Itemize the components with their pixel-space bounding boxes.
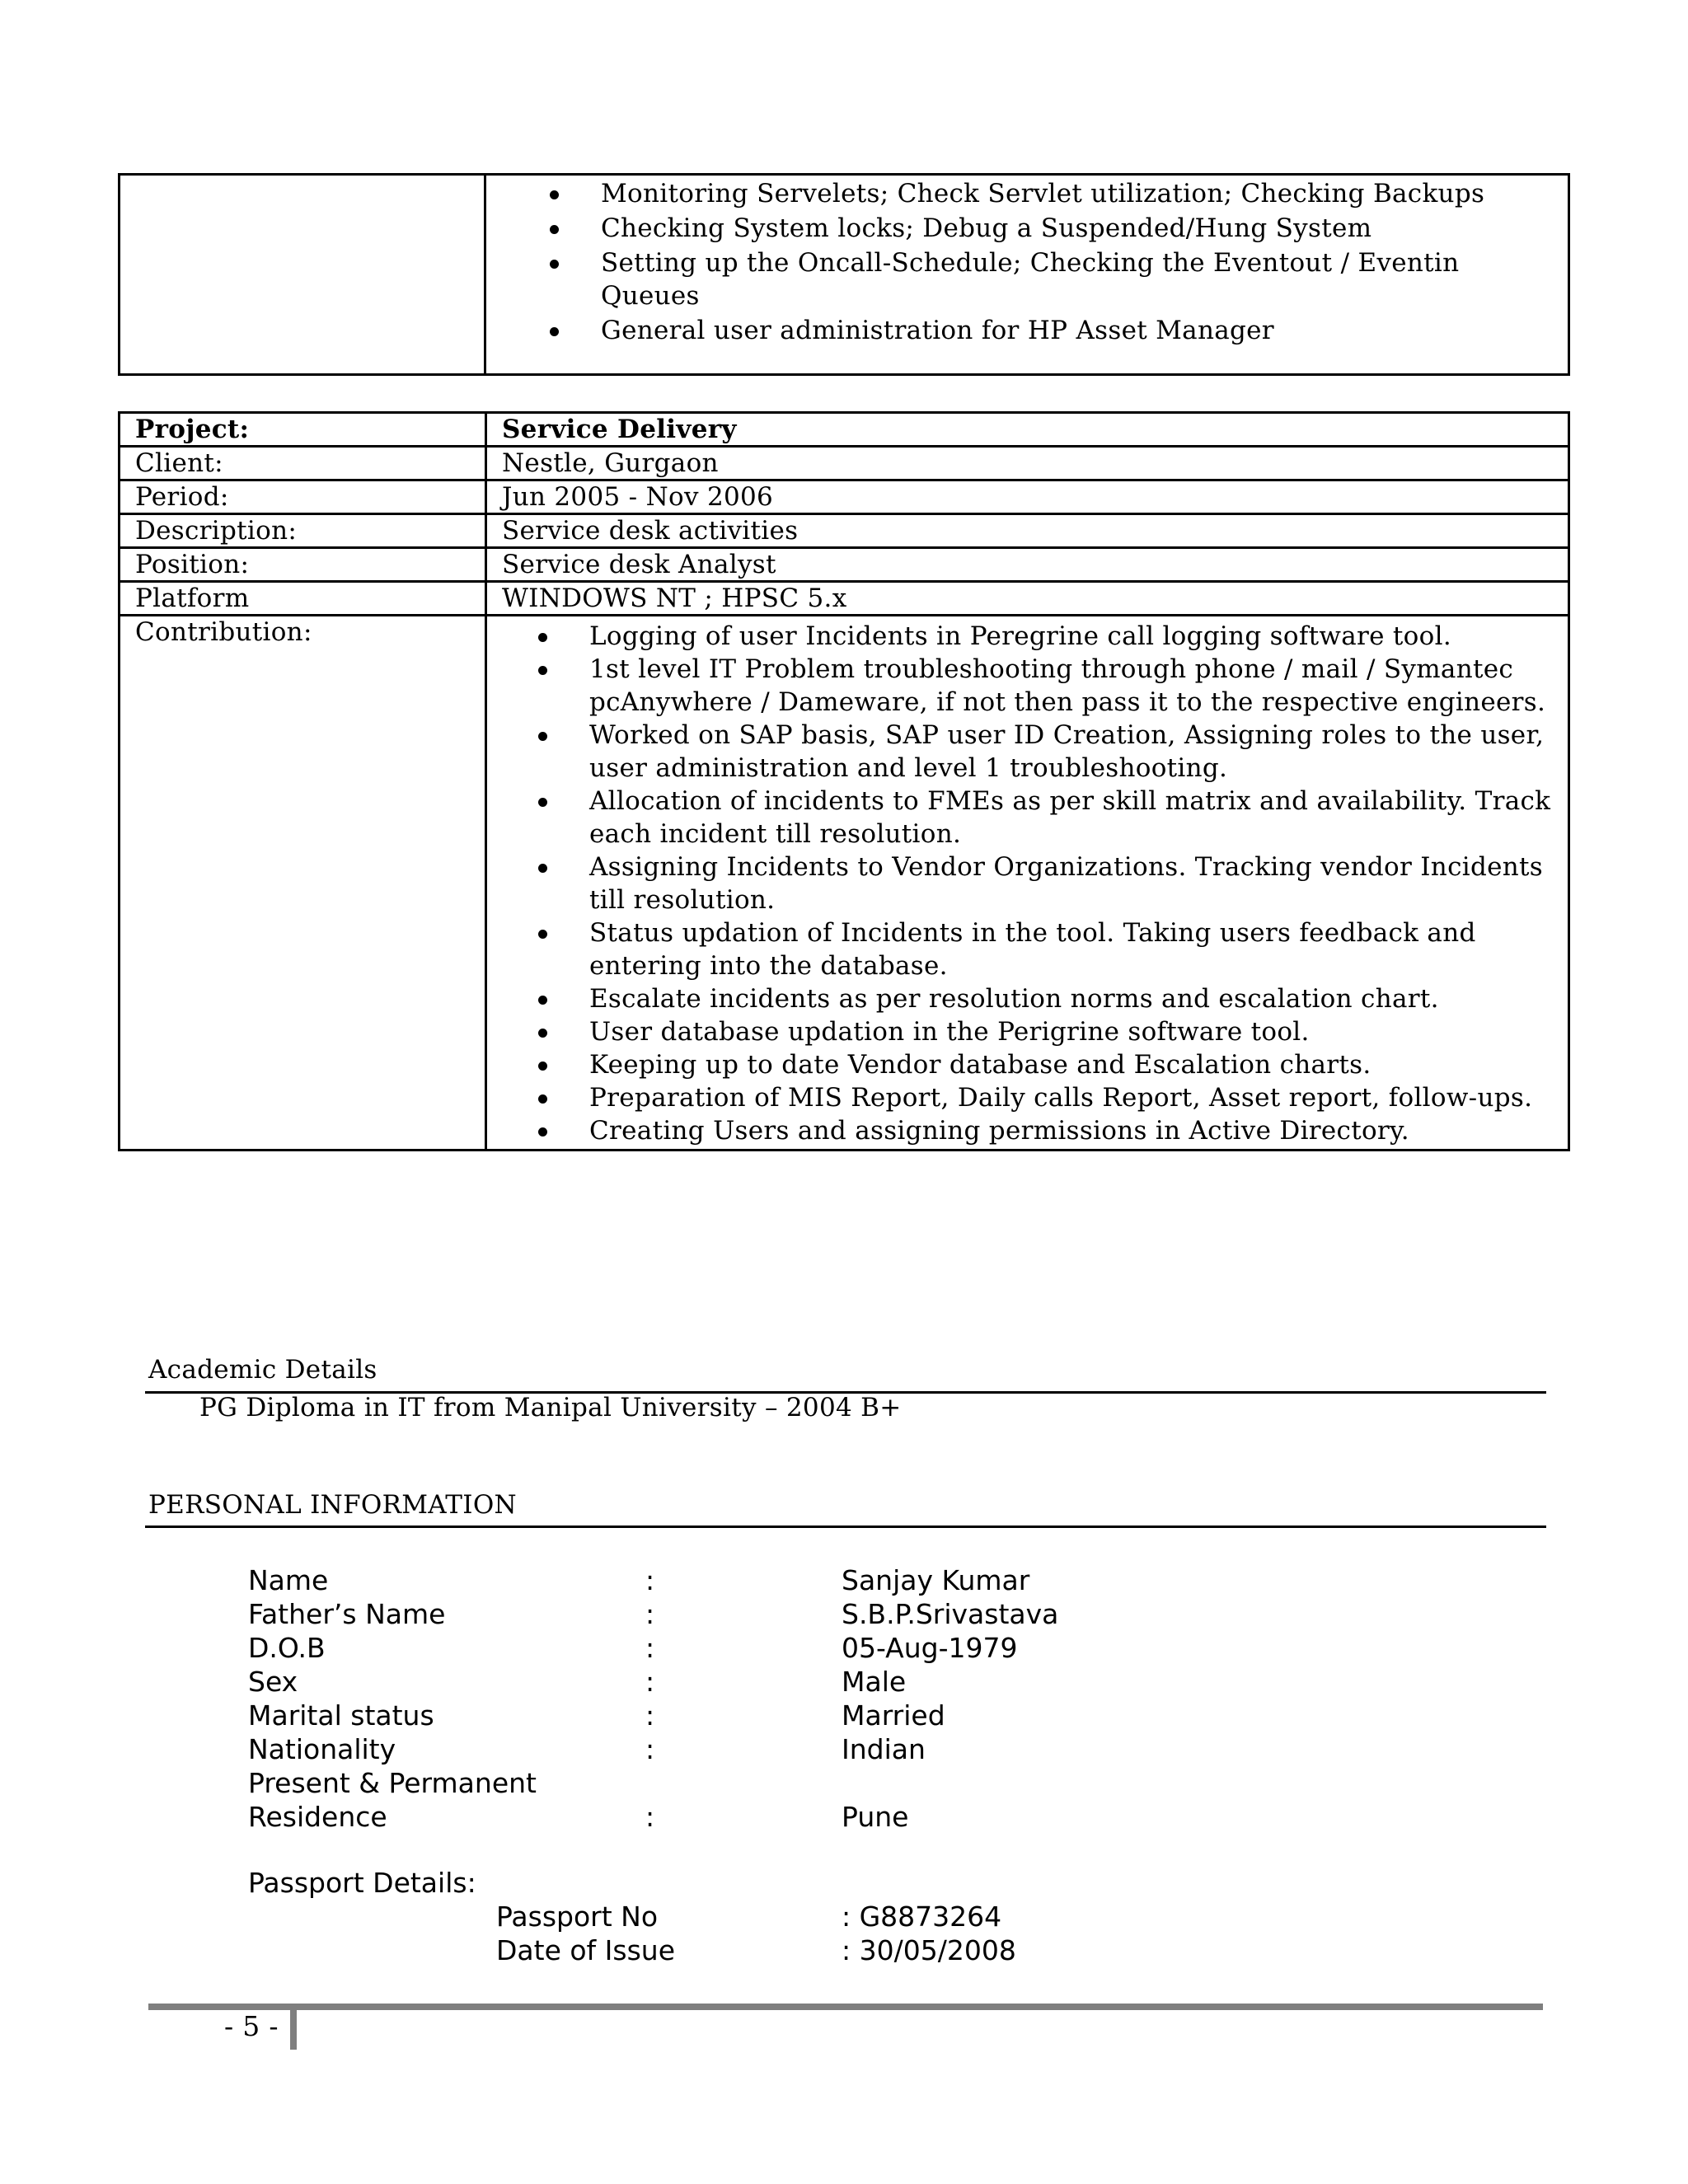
- list-item: 1st level IT Problem troubleshooting through phone / mail / Symantec pcAnywhere / Dameware, if not then pass it to the respective engineers.: [487, 653, 1568, 719]
- list-item: Worked on SAP basis, SAP user ID Creation, Assigning roles to the user, user administration and level 1 troubleshooting.: [487, 719, 1568, 785]
- platform-label: Platform: [120, 582, 486, 616]
- residence-label-line1: Present & Permanent: [248, 1767, 537, 1799]
- period-value: Jun 2005 - Nov 2006: [486, 480, 1569, 514]
- issue-date-value: : 30/05/2008: [842, 1934, 1016, 1966]
- sex-label: Sex: [248, 1666, 298, 1698]
- list-item: Escalate incidents as per resolution norms and escalation chart.: [487, 982, 1568, 1015]
- table-row: [120, 616, 1569, 1151]
- sex-colon: :: [645, 1666, 655, 1698]
- table-row: [120, 548, 1569, 582]
- project-label: Project:: [120, 413, 486, 447]
- list-item: Assigning Incidents to Vendor Organizations. Tracking vendor Incidents till resolution.: [487, 851, 1568, 916]
- description-value: Service desk activities: [486, 514, 1569, 548]
- project-value: Service Delivery: [486, 413, 1569, 447]
- project-table: [118, 411, 1570, 1151]
- responsibilities-table: [118, 173, 1570, 376]
- client-label: Client:: [120, 447, 486, 480]
- residence-colon: :: [645, 1801, 655, 1833]
- list-item: Preparation of MIS Report, Daily calls Report, Asset report, follow-ups.: [487, 1081, 1568, 1114]
- father-colon: :: [645, 1598, 655, 1630]
- list-item: Checking System locks; Debug a Suspended/Hung System: [484, 212, 1539, 245]
- list-item: Monitoring Servelets; Check Servlet utilization; Checking Backups: [484, 177, 1539, 210]
- marital-label: Marital status: [248, 1699, 434, 1732]
- table-row: [120, 413, 1569, 447]
- residence-value: Pune: [842, 1801, 909, 1833]
- father-label: Father’s Name: [248, 1598, 446, 1630]
- marital-colon: :: [645, 1699, 655, 1732]
- contribution-list: [487, 616, 1568, 1149]
- nationality-colon: :: [645, 1733, 655, 1765]
- contribution-cell: [486, 616, 1569, 1151]
- sex-value: Male: [842, 1666, 907, 1698]
- list-item: Allocation of incidents to FMEs as per skill matrix and availability. Track each incident till resolution.: [487, 785, 1568, 851]
- passport-no-label: Passport No: [496, 1900, 659, 1933]
- personal-heading: PERSONAL INFORMATION: [148, 1490, 517, 1520]
- table-row: [120, 582, 1569, 616]
- table-row: [120, 447, 1569, 480]
- dob-label: D.O.B: [248, 1632, 326, 1664]
- name-label: Name: [248, 1564, 329, 1596]
- issue-date-label: Date of Issue: [496, 1934, 675, 1966]
- nationality-label: Nationality: [248, 1733, 396, 1765]
- list-item: User database updation in the Perigrine software tool.: [487, 1015, 1568, 1048]
- nationality-value: Indian: [842, 1733, 926, 1765]
- name-colon: :: [645, 1564, 655, 1596]
- platform-value: WINDOWS NT ; HPSC 5.x: [486, 582, 1569, 616]
- dob-value: 05-Aug-1979: [842, 1632, 1018, 1664]
- passport-no-value: : G8873264: [842, 1900, 1002, 1933]
- client-value: Nestle, Gurgaon: [486, 447, 1569, 480]
- list-item: Status updation of Incidents in the tool. Taking users feedback and entering into the database.: [487, 916, 1568, 982]
- page-number: - 5 -: [224, 2010, 279, 2042]
- period-label: Period:: [120, 480, 486, 514]
- academic-heading: Academic Details: [148, 1355, 377, 1385]
- name-value: Sanjay Kumar: [842, 1564, 1030, 1596]
- description-label: Description:: [120, 514, 486, 548]
- list-item: Logging of user Incidents in Peregrine call logging software tool.: [487, 620, 1568, 653]
- academic-line: PG Diploma in IT from Manipal University – 2004 B+: [199, 1393, 902, 1422]
- footer-rule: [148, 2004, 1543, 2010]
- dob-colon: :: [645, 1632, 655, 1664]
- personal-rule: [145, 1526, 1546, 1528]
- responsibilities-list: [484, 177, 1539, 349]
- table-row: [120, 514, 1569, 548]
- footer-divider: [290, 2010, 297, 2050]
- list-item: Creating Users and assigning permissions in Active Directory.: [487, 1114, 1568, 1147]
- table-row: [120, 480, 1569, 514]
- father-value: S.B.P.Srivastava: [842, 1598, 1059, 1630]
- list-item: Setting up the Oncall-Schedule; Checking the Eventout / Eventin Queues: [484, 246, 1539, 312]
- list-item: General user administration for HP Asset Manager: [484, 314, 1539, 347]
- position-label: Position:: [120, 548, 486, 582]
- position-value: Service desk Analyst: [486, 548, 1569, 582]
- list-item: Keeping up to date Vendor database and Escalation charts.: [487, 1048, 1568, 1081]
- residence-label: Residence: [248, 1801, 387, 1833]
- passport-heading: Passport Details:: [248, 1867, 476, 1899]
- marital-value: Married: [842, 1699, 945, 1732]
- contribution-label: Contribution:: [120, 616, 486, 1151]
